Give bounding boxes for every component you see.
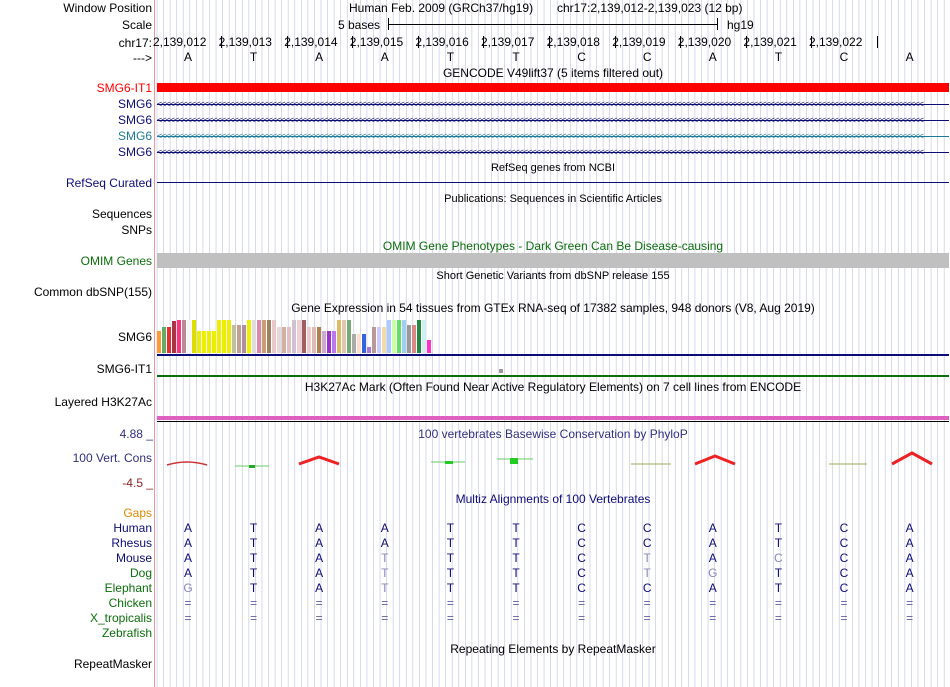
multiz-base: = [643, 611, 651, 625]
multiz-base: A [315, 581, 324, 595]
gtex-tissue-bar[interactable] [207, 331, 211, 353]
gtex-tissue-bar[interactable] [322, 331, 326, 353]
gencode-intron-track[interactable]: <<<<<<<<<<<<<<<<<<<<<<<<<<<<<<<<<<<<<<<<<<<<<<<<<<<<<<<<<<<<<<<<<<<<<<<<<<<<<<<<<<<<<<<<<<<<<<<<<<<<<<<<<<<<<<<<<<<<<<<<<<<<<<<<<<<<<<<<<<<<<<<<<<<<<<<<<<<<<<<<<<<<<<<<<<<<<<<<<<<< [157, 116, 949, 126]
strand-arrow-label: ---> [133, 51, 152, 65]
multiz-base: T [774, 536, 783, 550]
ruler-position: 2,139,016 [415, 35, 469, 49]
scale-text: 5 bases [338, 18, 381, 32]
multiz-base: C [839, 551, 849, 565]
multiz-base: = [315, 596, 323, 610]
gtex-tissue-bar[interactable] [357, 334, 361, 353]
multiz-species-label[interactable]: Zebrafish [101, 626, 152, 640]
ruler-tick [877, 36, 878, 48]
multiz-base: T [381, 551, 389, 565]
multiz-base: A [315, 521, 324, 535]
gtex-tissue-bar[interactable] [347, 320, 351, 353]
multiz-base: T [512, 536, 520, 550]
gtex-tissue-bar[interactable] [182, 320, 186, 353]
multiz-base: = [446, 596, 454, 610]
multiz-base: = [381, 611, 389, 625]
multiz-base: T [249, 521, 258, 535]
gtex-tissue-bar[interactable] [337, 320, 341, 353]
multiz-base: = [184, 596, 192, 610]
gtex-tissue-bar[interactable] [157, 331, 161, 353]
multiz-base: A [905, 536, 914, 550]
multiz-base: = [446, 611, 454, 625]
multiz-base: = [840, 611, 848, 625]
multiz-base: T [512, 581, 520, 595]
base-letter: A [708, 50, 717, 64]
omim-label[interactable]: OMIM Genes [80, 254, 152, 268]
base-letter: A [905, 50, 914, 64]
phylop-title[interactable]: 100 vertebrates Basewise Conservation by PhyloP [418, 427, 688, 441]
multiz-base: T [381, 566, 389, 580]
multiz-base: C [577, 536, 586, 550]
phylop-max: 4.88 _ [119, 427, 153, 441]
gtex-tissue-bar[interactable] [427, 340, 431, 353]
gencode-item-label[interactable]: SMG6 [117, 113, 152, 127]
multiz-base: = [906, 596, 914, 610]
omim-title[interactable]: OMIM Gene Phenotypes - Dark Green Can Be Disease-causing [382, 239, 724, 253]
gtex-smg6it1-line[interactable] [157, 375, 949, 377]
multiz-base: = [512, 596, 520, 610]
phylop-graph[interactable] [157, 440, 949, 480]
multiz-species-label[interactable]: Human [113, 521, 152, 535]
multiz-base: T [643, 551, 651, 565]
multiz-base: = [774, 596, 782, 610]
multiz-base: C [839, 536, 849, 550]
multiz-base: A [905, 581, 914, 595]
multiz-base: T [381, 581, 389, 595]
gtex-tissue-bar[interactable] [397, 320, 401, 353]
gtex-tissue-bar[interactable] [332, 331, 336, 353]
base-letter: A [183, 50, 192, 64]
gtex-tissue-bar[interactable] [267, 320, 271, 353]
multiz-base: T [512, 566, 520, 580]
gtex-smg6-line[interactable] [157, 354, 949, 356]
gencode-item-label[interactable]: SMG6 [117, 97, 152, 111]
multiz-base: A [315, 566, 324, 580]
refseq-title[interactable]: RefSeq genes from NCBI [490, 162, 616, 174]
multiz-base: C [577, 566, 586, 580]
multiz-base: A [708, 581, 717, 595]
multiz-species-label[interactable]: Mouse [115, 551, 152, 565]
gtex-tissue-bar[interactable] [192, 320, 196, 353]
gtex-tissue-bar[interactable] [232, 325, 236, 353]
multiz-species-label[interactable]: Dog [129, 566, 152, 580]
multiz-base: T [446, 521, 455, 535]
publications-title[interactable]: Publications: Sequences in Scientific Articles [444, 193, 662, 205]
db-name: hg19 [727, 18, 754, 32]
gtex-tissue-bar[interactable] [317, 327, 321, 353]
multiz-base: T [643, 566, 651, 580]
multiz-base: C [642, 521, 652, 535]
h3k27ac-title[interactable]: H3K27Ac Mark (Often Found Near Active Regulatory Elements) on 7 cell lines from ENCODE [304, 380, 802, 394]
phylop-label[interactable]: 100 Vert. Cons [72, 451, 152, 465]
base-letter: A [380, 50, 389, 64]
repeatmasker-label[interactable]: RepeatMasker [73, 657, 152, 671]
multiz-base: = [184, 611, 192, 625]
ruler-position: 2,139,020 [677, 35, 732, 49]
gtex-tissue-bar[interactable] [402, 320, 406, 353]
gtex-tissue-bar[interactable] [387, 320, 391, 353]
multiz-title[interactable]: Multiz Alignments of 100 Vertebrates [455, 492, 651, 506]
multiz-base: A [905, 566, 914, 580]
gtex-tissue-bar[interactable] [162, 327, 166, 353]
gtex-title[interactable]: Gene Expression in 54 tissues from GTEx RNA-seq of 17382 samples, 948 donors (V8, Aug 2019) [291, 301, 815, 315]
chrom-label: chr17: [118, 36, 152, 50]
gtex-tissue-bar[interactable] [277, 327, 281, 353]
gtex-tissue-bar[interactable] [367, 347, 371, 353]
position-range[interactable]: chr17:2,139,012-2,139,023 (12 bp) [557, 1, 743, 15]
ruler-position: 2,139,022 [809, 35, 863, 49]
ruler-position: 2,139,019 [612, 35, 666, 49]
ruler-position: 2,139,017 [481, 35, 535, 49]
multiz-base: C [642, 536, 652, 550]
h3k27ac-label[interactable]: Layered H3K27Ac [54, 395, 152, 409]
multiz-base: A [708, 521, 717, 535]
multiz-species-label[interactable]: Chicken [108, 596, 152, 610]
ruler-position: 2,139,018 [546, 35, 600, 49]
ruler-position: 2,139,021 [743, 35, 797, 49]
multiz-base: T [446, 566, 455, 580]
gtex-tissue-bar[interactable] [272, 320, 276, 353]
dbsnp-label[interactable]: Common dbSNP(155) [33, 285, 152, 299]
gtex-tissue-bar[interactable] [222, 320, 226, 353]
gtex-tissue-bar[interactable] [167, 327, 171, 353]
multiz-base: G [183, 581, 193, 595]
gtex-tissue-bar[interactable] [422, 320, 426, 353]
h3k27ac-baseline [157, 421, 949, 422]
gtex-tissue-bar[interactable] [362, 334, 366, 353]
multiz-base: T [446, 551, 455, 565]
gtex-tissue-bar[interactable] [292, 320, 296, 353]
gtex-tissue-bar[interactable] [262, 320, 266, 353]
gtex-tissue-bar[interactable] [252, 320, 256, 353]
base-letter: T [512, 50, 520, 64]
assembly-title: Human Feb. 2009 (GRCh37/hg19) [349, 1, 534, 15]
multiz-base: = [709, 596, 717, 610]
gtex-tissue-bar[interactable] [342, 320, 346, 353]
multiz-species-label[interactable]: Elephant [104, 581, 152, 595]
multiz-base: A [315, 536, 324, 550]
gtex-tissue-bar[interactable] [287, 327, 291, 353]
multiz-base: C [839, 581, 849, 595]
multiz-base: = [906, 611, 914, 625]
multiz-base: A [380, 536, 389, 550]
multiz-base: A [905, 551, 914, 565]
ruler-position: 2,139,014 [284, 35, 338, 49]
gtex-smg6it1-bar[interactable] [499, 369, 503, 373]
multiz-base: C [577, 521, 586, 535]
multiz-base: = [250, 596, 258, 610]
multiz-base: T [774, 581, 783, 595]
multiz-base: G [708, 566, 718, 580]
gtex-tissue-bar[interactable] [217, 320, 221, 353]
gencode-exon-bar[interactable] [157, 83, 949, 92]
base-letter: C [577, 50, 586, 64]
repeatmasker-title[interactable]: Repeating Elements by RepeatMasker [450, 642, 656, 656]
base-letter: T [446, 50, 455, 64]
multiz-species-label[interactable]: Rhesus [111, 536, 152, 550]
multiz-base: T [512, 551, 520, 565]
scale-bar [388, 18, 718, 30]
phylop-min: -4.5 _ [122, 476, 153, 490]
gtex-tissue-bar[interactable] [302, 320, 306, 353]
gtex-tissue-bar[interactable] [202, 331, 206, 353]
multiz-base: A [183, 566, 192, 580]
gtex-tissue-bar[interactable] [282, 327, 286, 353]
gtex-tissue-bar[interactable] [372, 327, 376, 353]
gtex-tissue-bar[interactable] [227, 320, 231, 353]
gtex-tissue-bar[interactable] [242, 325, 246, 353]
sequences-label[interactable]: Sequences [91, 207, 152, 221]
multiz-base: A [315, 551, 324, 565]
gtex-tissue-bar[interactable] [172, 321, 176, 353]
omim-gene-bar[interactable] [157, 253, 949, 268]
multiz-base: C [577, 551, 586, 565]
gtex-tissue-bar[interactable] [257, 320, 261, 353]
multiz-base: A [905, 521, 914, 535]
gtex-tissue-bar[interactable] [297, 320, 301, 353]
h3k27ac-signal[interactable] [157, 416, 949, 420]
snps-label[interactable]: SNPs [121, 223, 152, 237]
refseq-line[interactable] [157, 182, 949, 183]
multiz-base: = [512, 611, 520, 625]
gencode-title[interactable]: GENCODE V49lift37 (5 items filtered out) [442, 66, 664, 80]
multiz-base: = [578, 596, 586, 610]
ruler-position: 2,139,012 [153, 35, 207, 49]
multiz-base: C [839, 521, 849, 535]
gtex-tissue-bar[interactable] [307, 327, 311, 353]
ruler-position: 2,139,015 [349, 35, 404, 49]
multiz-base: A [380, 521, 389, 535]
multiz-base: T [774, 521, 783, 535]
gtex-tissue-bar[interactable] [327, 331, 331, 353]
gtex-tissue-bar[interactable] [237, 325, 241, 353]
gtex-tissue-bar[interactable] [352, 334, 356, 353]
multiz-base: A [183, 551, 192, 565]
multiz-base: T [249, 536, 258, 550]
base-letter: C [839, 50, 849, 64]
gtex-tissue-bar[interactable] [212, 331, 216, 353]
gtex-smg6-label[interactable]: SMG6 [117, 330, 152, 344]
scale-label: Scale [121, 18, 152, 32]
multiz-base: = [709, 611, 717, 625]
gtex-tissue-bar[interactable] [177, 320, 181, 353]
multiz-base: = [643, 596, 651, 610]
base-letter: C [642, 50, 652, 64]
gtex-tissue-bar[interactable] [312, 327, 316, 353]
ruler-position: 2,139,013 [218, 35, 272, 49]
gencode-intron-track[interactable]: <<<<<<<<<<<<<<<<<<<<<<<<<<<<<<<<<<<<<<<<<<<<<<<<<<<<<<<<<<<<<<<<<<<<<<<<<<<<<<<<<<<<<<<<<<<<<<<<<<<<<<<<<<<<<<<<<<<<<<<<<<<<<<<<<<<<<<<<<<<<<<<<<<<<<<<<<<<<<<<<<<<<<<<<<<<<<<<<<<<< [157, 100, 949, 110]
gtex-smg6it1-label[interactable]: SMG6-IT1 [96, 362, 152, 376]
base-letter: T [774, 50, 783, 64]
gencode-item-label[interactable]: SMG6 [117, 129, 152, 143]
gtex-tissue-bar[interactable] [407, 325, 411, 353]
gtex-tissue-bar[interactable] [247, 320, 251, 353]
multiz-base: T [249, 551, 258, 565]
multiz-base: A [183, 536, 192, 550]
gencode-intron-track[interactable]: <<<<<<<<<<<<<<<<<<<<<<<<<<<<<<<<<<<<<<<<<<<<<<<<<<<<<<<<<<<<<<<<<<<<<<<<<<<<<<<<<<<<<<<<<<<<<<<<<<<<<<<<<<<<<<<<<<<<<<<<<<<<<<<<<<<<<<<<<<<<<<<<<<<<<<<<<<<<<<<<<<<<<<<<<<<<<<<<<<<< [157, 148, 949, 158]
base-letter: A [315, 50, 324, 64]
gencode-intron-track[interactable]: <<<<<<<<<<<<<<<<<<<<<<<<<<<<<<<<<<<<<<<<<<<<<<<<<<<<<<<<<<<<<<<<<<<<<<<<<<<<<<<<<<<<<<<<<<<<<<<<<<<<<<<<<<<<<<<<<<<<<<<<<<<<<<<<<<<<<<<<<<<<<<<<<<<<<<<<<<<<<<<<<<<<<<<<<<<<<<<<<<<< [157, 132, 949, 142]
multiz-base: T [249, 581, 258, 595]
refseq-label[interactable]: RefSeq Curated [65, 176, 152, 190]
multiz-species-label[interactable]: X_tropicalis [89, 611, 152, 625]
gencode-item-label[interactable]: SMG6 [117, 145, 152, 159]
multiz-base: = [774, 611, 782, 625]
multiz-base: = [250, 611, 258, 625]
multiz-gaps-label: Gaps [123, 506, 152, 520]
gtex-tissue-bar[interactable] [392, 320, 396, 353]
multiz-base: A [708, 551, 717, 565]
multiz-base: T [446, 536, 455, 550]
multiz-base: = [578, 611, 586, 625]
multiz-base: = [381, 596, 389, 610]
multiz-base: C [839, 566, 849, 580]
gtex-tissue-bar[interactable] [382, 327, 386, 353]
multiz-base: T [512, 521, 520, 535]
multiz-base: = [840, 596, 848, 610]
gtex-tissue-bar[interactable] [187, 320, 191, 353]
multiz-base: A [183, 521, 192, 535]
gtex-tissue-bar[interactable] [412, 325, 416, 353]
dbsnp-title[interactable]: Short Genetic Variants from dbSNP release 155 [436, 270, 670, 282]
multiz-base: T [774, 566, 783, 580]
multiz-base: T [446, 581, 455, 595]
gtex-tissue-bar[interactable] [417, 320, 421, 353]
base-letter: T [249, 50, 258, 64]
window-position-label: Window Position [63, 1, 152, 15]
multiz-base: A [708, 536, 717, 550]
multiz-base: C [642, 581, 652, 595]
gtex-tissue-bar[interactable] [197, 331, 201, 353]
gencode-item-label[interactable]: SMG6-IT1 [96, 81, 152, 95]
multiz-base: C [577, 581, 586, 595]
multiz-base: = [315, 611, 323, 625]
multiz-base: C [774, 551, 783, 565]
label-separator [154, 0, 155, 687]
multiz-base: T [249, 566, 258, 580]
gtex-tissue-bar[interactable] [377, 327, 381, 353]
